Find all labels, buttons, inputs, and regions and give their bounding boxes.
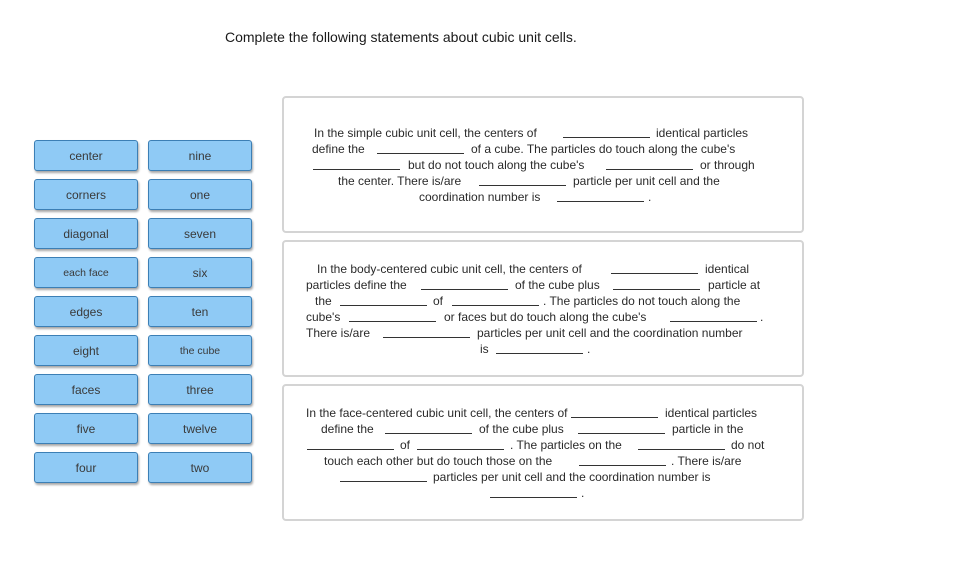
bcc-text-4: of the cube plus: [515, 278, 600, 292]
simple-text-8: particle per unit cell and the: [573, 174, 720, 188]
tile-center[interactable]: center: [34, 140, 138, 171]
fcc-blank-2[interactable]: [385, 433, 472, 434]
tile-corners[interactable]: corners: [34, 179, 138, 210]
simple-blank-2[interactable]: [377, 153, 464, 154]
bcc-text-1: In the body-centered cubic unit cell, the centers of: [317, 262, 582, 276]
fcc-text-12: .: [581, 486, 585, 500]
tile-diagonal[interactable]: diagonal: [34, 218, 138, 249]
tile-the-cube[interactable]: the cube: [148, 335, 252, 366]
simple-blank-3[interactable]: [313, 169, 400, 170]
simple-text-10: .: [648, 190, 652, 204]
bcc-blank-1[interactable]: [611, 273, 698, 274]
tile-three[interactable]: three: [148, 374, 252, 405]
fcc-blank-7[interactable]: [579, 465, 666, 466]
fcc-blank-6[interactable]: [638, 449, 725, 450]
bcc-text-5: particle at: [708, 278, 761, 292]
bcc-text-13: particles per unit cell and the coordination number: [477, 326, 743, 340]
tile-eight[interactable]: eight: [34, 335, 138, 366]
bcc-text-14: is: [480, 342, 489, 356]
fcc-text-5: particle in the: [672, 422, 744, 436]
bcc-blank-9[interactable]: [496, 353, 583, 354]
fcc-blank-5[interactable]: [417, 449, 504, 450]
bcc-text-3: particles define the: [306, 278, 407, 292]
bcc-text-9: cube's: [306, 310, 341, 324]
bcc-blank-3[interactable]: [613, 289, 700, 290]
fcc-text-11: particles per unit cell and the coordination number is: [433, 470, 711, 484]
simple-text-6: or through: [700, 158, 755, 172]
bcc-blank-7[interactable]: [670, 321, 757, 322]
simple-blank-5[interactable]: [479, 185, 566, 186]
fcc-text-6: of: [400, 438, 411, 452]
fcc-blank-1[interactable]: [571, 417, 658, 418]
fcc-blank-4[interactable]: [307, 449, 394, 450]
tile-nine[interactable]: nine: [148, 140, 252, 171]
bcc-blank-8[interactable]: [383, 337, 470, 338]
fcc-blank-8[interactable]: [340, 481, 427, 482]
bcc-text-11: .: [760, 310, 764, 324]
fcc-text-3: define the: [321, 422, 374, 436]
tile-twelve[interactable]: twelve: [148, 413, 252, 444]
tile-one[interactable]: one: [148, 179, 252, 210]
tile-each-face[interactable]: each face: [34, 257, 138, 288]
fcc-text-2: identical particles: [665, 406, 758, 420]
tile-edges[interactable]: edges: [34, 296, 138, 327]
fcc-text-4: of the cube plus: [479, 422, 564, 436]
bcc-text-6: the: [315, 294, 332, 308]
simple-text-7: the center. There is/are: [338, 174, 462, 188]
fcc-blank-3[interactable]: [578, 433, 665, 434]
fcc-text-9: touch each other but do touch those on the: [324, 454, 553, 468]
tile-ten[interactable]: ten: [148, 296, 252, 327]
simple-text-4: of a cube. The particles do touch along the cube's: [471, 142, 736, 156]
instructions-text: Complete the following statements about cubic unit cells.: [225, 29, 577, 45]
bcc-text-2: identical: [705, 262, 750, 276]
bcc-blank-6[interactable]: [349, 321, 436, 322]
tile-six[interactable]: six: [148, 257, 252, 288]
bcc-blank-2[interactable]: [421, 289, 508, 290]
bcc-text-7: of: [433, 294, 444, 308]
bcc-blank-5[interactable]: [452, 305, 539, 306]
simple-text-1: In the simple cubic unit cell, the centers of: [314, 126, 537, 140]
fcc-text-1: In the face-centered cubic unit cell, the centers of: [306, 406, 568, 420]
bcc-blank-4[interactable]: [340, 305, 427, 306]
simple-text-3: define the: [312, 142, 365, 156]
bcc-text-8: . The particles do not touch along the: [543, 294, 741, 308]
simple-text-2: identical particles: [656, 126, 749, 140]
simple-blank-4[interactable]: [606, 169, 693, 170]
fcc-text-8: do not: [731, 438, 765, 452]
simple-text-5: but do not touch along the cube's: [408, 158, 585, 172]
simple-blank-1[interactable]: [563, 137, 650, 138]
tile-five[interactable]: five: [34, 413, 138, 444]
fcc-text-7: . The particles on the: [510, 438, 622, 452]
bcc-text-10: or faces but do touch along the cube's: [444, 310, 647, 324]
tile-seven[interactable]: seven: [148, 218, 252, 249]
fcc-text-10: . There is/are: [671, 454, 742, 468]
simple-text-9: coordination number is: [419, 190, 541, 204]
tile-faces[interactable]: faces: [34, 374, 138, 405]
tile-two[interactable]: two: [148, 452, 252, 483]
tile-four[interactable]: four: [34, 452, 138, 483]
simple-blank-6[interactable]: [557, 201, 644, 202]
bcc-text-12: There is/are: [306, 326, 371, 340]
fcc-blank-9[interactable]: [490, 497, 577, 498]
bcc-text-15: .: [587, 342, 591, 356]
